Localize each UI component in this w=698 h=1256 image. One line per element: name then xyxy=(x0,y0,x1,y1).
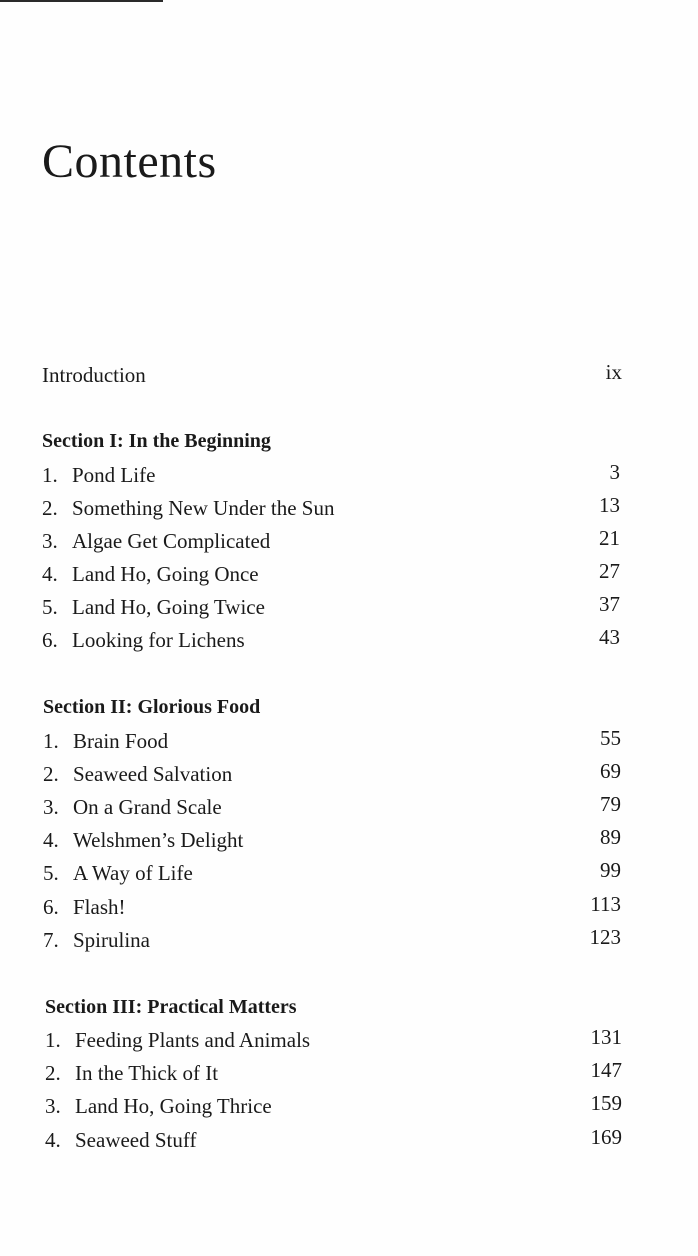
entry-page-number: 27 xyxy=(599,559,620,583)
entry-page-number: 147 xyxy=(590,1058,622,1082)
entry-page-number: 37 xyxy=(599,592,620,616)
section-heading: Section I: In the Beginning xyxy=(42,430,271,452)
entry-page-number: 159 xyxy=(590,1091,622,1115)
section-heading: Section II: Glorious Food xyxy=(43,696,261,718)
entry-number: 4. xyxy=(42,562,58,586)
entry-number: 5. xyxy=(43,861,59,885)
toc-entry xyxy=(43,892,623,922)
top-rule xyxy=(0,0,163,2)
entry-label: Feeding Plants and Animals xyxy=(75,1028,311,1052)
section-heading: Section III: Practical Matters xyxy=(45,996,297,1018)
entry-number: 2. xyxy=(45,1061,61,1085)
toc-entry-introduction xyxy=(42,360,622,390)
entry-number: 1. xyxy=(45,1028,61,1052)
entry-number: 6. xyxy=(43,895,59,919)
entry-number: 2. xyxy=(43,762,59,786)
entry-label: In the Thick of It xyxy=(75,1061,219,1085)
entry-page-number: 13 xyxy=(599,493,620,517)
entry-number: 1. xyxy=(42,463,58,487)
toc-entry xyxy=(45,1058,625,1088)
entry-label: Land Ho, Going Twice xyxy=(72,595,265,619)
entry-page-number: 69 xyxy=(600,759,621,783)
toc-entry xyxy=(42,493,622,523)
entry-page-number: ix xyxy=(605,360,622,384)
toc-entry xyxy=(42,559,622,589)
entry-page-number: 79 xyxy=(600,792,621,816)
toc-entry xyxy=(45,1025,625,1055)
entry-label: Welshmen’s Delight xyxy=(73,828,244,852)
entry-label: On a Grand Scale xyxy=(73,795,222,819)
entry-label: A Way of Life xyxy=(73,861,193,885)
page-title: Contents xyxy=(42,135,217,188)
entry-page-number: 43 xyxy=(599,625,620,649)
toc-entry xyxy=(42,625,622,655)
toc-entry xyxy=(42,592,622,622)
entry-number: 4. xyxy=(43,828,59,852)
toc-entry xyxy=(43,759,623,789)
entry-number: 6. xyxy=(42,628,58,652)
toc-entry xyxy=(43,792,623,822)
toc-entry xyxy=(43,925,623,955)
entry-page-number: 99 xyxy=(600,858,621,882)
toc-entry xyxy=(43,726,623,756)
entry-label: Land Ho, Going Thrice xyxy=(75,1094,272,1118)
entry-label: Introduction xyxy=(42,363,146,387)
entry-label: Looking for Lichens xyxy=(72,628,245,652)
entry-number: 7. xyxy=(43,928,59,952)
entry-label: Seaweed Stuff xyxy=(75,1128,197,1152)
entry-page-number: 55 xyxy=(600,726,621,750)
entry-number: 3. xyxy=(42,529,58,553)
entry-page-number: 21 xyxy=(599,526,620,550)
entry-label: Seaweed Salvation xyxy=(73,762,233,786)
entry-page-number: 89 xyxy=(600,825,621,849)
entry-label: Land Ho, Going Once xyxy=(72,562,259,586)
entry-number: 4. xyxy=(45,1128,61,1152)
entry-number: 3. xyxy=(45,1094,61,1118)
entry-label: Flash! xyxy=(73,895,126,919)
entry-number: 3. xyxy=(43,795,59,819)
entry-page-number: 123 xyxy=(589,925,621,949)
entry-label: Pond Life xyxy=(72,463,156,487)
entry-number: 1. xyxy=(43,729,59,753)
toc-entry xyxy=(45,1125,625,1155)
entry-label: Spirulina xyxy=(73,928,150,952)
entry-page-number: 169 xyxy=(590,1125,622,1149)
toc-entry xyxy=(43,825,623,855)
entry-label: Algae Get Complicated xyxy=(72,529,271,553)
entry-page-number: 131 xyxy=(590,1025,622,1049)
entry-number: 5. xyxy=(42,595,58,619)
entry-label: Something New Under the Sun xyxy=(72,496,335,520)
toc-entry xyxy=(45,1091,625,1121)
toc-entry xyxy=(42,460,622,490)
toc-entry xyxy=(43,858,623,888)
toc-entry xyxy=(42,526,622,556)
entry-number: 2. xyxy=(42,496,58,520)
entry-page-number: 113 xyxy=(590,892,621,916)
entry-label: Brain Food xyxy=(73,729,169,753)
entry-page-number: 3 xyxy=(609,460,620,484)
